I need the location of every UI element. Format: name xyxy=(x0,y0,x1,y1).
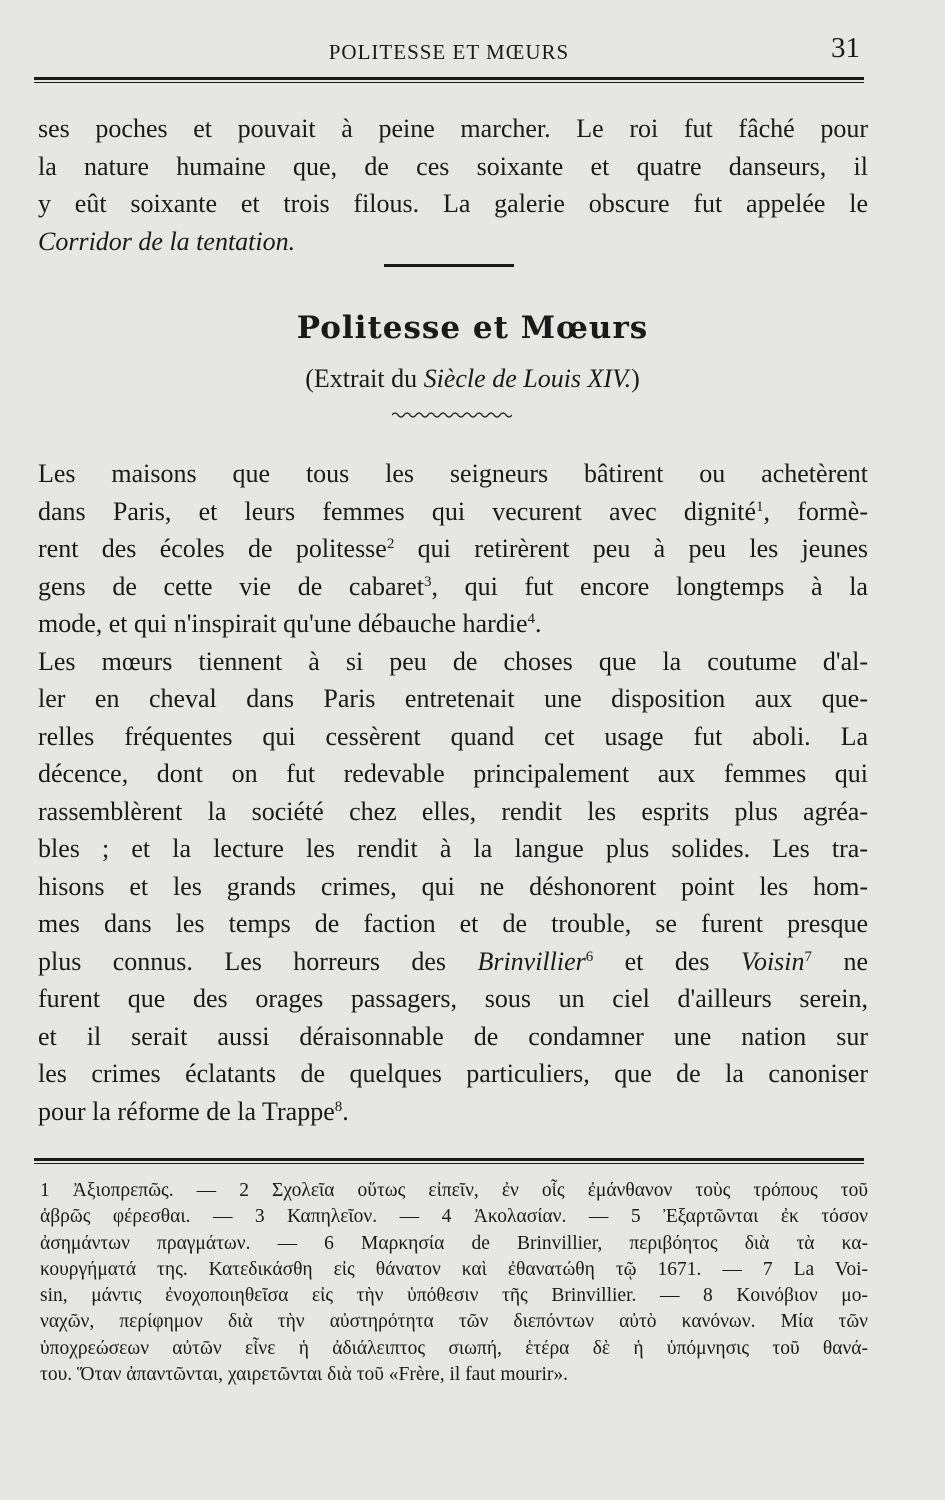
text-line xyxy=(38,718,868,756)
footnote-ref: 1 xyxy=(756,498,764,515)
text-line xyxy=(40,1362,868,1388)
text-segment: rent des écoles de politesse xyxy=(38,534,387,563)
text-segment: Les mœurs tiennent à si peu de choses que la coutume d'al- xyxy=(38,646,868,676)
text-segment: gens de cette vie de cabaret xyxy=(38,571,424,601)
subtitle-close: ) xyxy=(631,364,640,393)
text-line xyxy=(40,1257,868,1283)
text-segment: κουργήματά της. Κατεδικάσθη εἰς θάνατον καὶ ἐθανατώθη τῷ 1671. — 7 La Voi- xyxy=(40,1258,868,1280)
text-segment: hisons et les grands crimes, qui ne déshonorent point les hom- xyxy=(38,871,868,901)
text-segment: bles ; et la lecture les rendit à la langue plus solides. Les tra- xyxy=(38,834,868,863)
text-line xyxy=(38,223,868,261)
text-segment: . xyxy=(342,1096,349,1126)
text-line xyxy=(38,980,868,1018)
text-line xyxy=(38,185,868,223)
text-segment: ἀσημάντων πραγμάτων. — 6 Μαρκησία de Brinvillier, περιβόητος διὰ τὰ κα- xyxy=(40,1232,868,1254)
footnote-ref: 8 xyxy=(334,1098,343,1115)
italic-text: Voisin xyxy=(740,946,805,976)
text-segment: furent que des orages passagers, sous un ciel d'ailleurs serein, xyxy=(38,984,868,1013)
footnotes xyxy=(40,1178,868,1388)
text-segment: του. Ὅταν ἀπαντῶνται, χαιρετῶνται διὰ τοῦ «Frère, il faut mourir». xyxy=(40,1364,569,1386)
text-segment: mes dans les temps de faction et de trouble, se furent presque xyxy=(38,909,868,938)
text-segment: , qui fut encore longtemps à la xyxy=(431,571,868,601)
text-line xyxy=(38,755,868,793)
text-segment: ne xyxy=(812,946,868,976)
text-line xyxy=(38,905,868,943)
section-title: Politesse et Mœurs xyxy=(296,310,649,346)
header-rule-thin xyxy=(34,82,864,83)
text-segment: 1 Ἀξιοπρεπῶς. — 2 Σχολεῖα οὕτως εἰπεῖν, ἐν οἷς ἐμάνθανον τοὺς τρόπους τοῦ xyxy=(40,1180,868,1201)
text-line xyxy=(40,1283,868,1309)
text-line xyxy=(40,1309,868,1335)
footnote-ref: 6 xyxy=(585,948,594,965)
text-segment: mode, et qui n'inspirait qu'une débauche hardie xyxy=(38,609,528,638)
text-segment: et il serait aussi déraisonnable de condamner une nation sur xyxy=(38,1021,868,1051)
italic-text: Corridor de la tentation. xyxy=(38,226,296,256)
section-subtitle xyxy=(0,364,945,394)
text-segment: plus connus. Les horreurs des xyxy=(38,946,478,976)
text-segment: . xyxy=(535,609,542,638)
text-line xyxy=(38,868,868,906)
footnote-rule xyxy=(34,1158,864,1161)
text-line xyxy=(38,943,868,981)
subtitle-work-title: Siècle de Louis XIV. xyxy=(423,364,632,393)
text-segment: relles fréquentes qui cessèrent quand cet usage fut aboli. La xyxy=(38,721,868,751)
text-segment: et des xyxy=(593,946,741,976)
footnote-ref: 2 xyxy=(386,536,395,552)
text-segment: décence, dont on fut redevable principalement aux femmes qui xyxy=(38,759,868,788)
text-line xyxy=(40,1204,868,1230)
text-segment: rassemblèrent la société chez elles, rendit les esprits plus agréa- xyxy=(38,796,868,826)
text-line xyxy=(40,1336,868,1362)
text-segment: qui retirèrent peu à peu les jeunes xyxy=(394,534,868,563)
footnote-rule-thin xyxy=(34,1163,864,1164)
subtitle-text: (Extrait du xyxy=(305,364,424,393)
text-segment: ses poches et pouvait à peine marcher. Le roi fut fâché pour xyxy=(38,114,868,143)
text-line xyxy=(38,680,868,718)
text-line xyxy=(38,530,868,568)
running-title: POLITESSE ET MŒURS xyxy=(328,40,570,64)
text-segment: ler en cheval dans Paris entretenait une disposition aux que- xyxy=(38,684,868,713)
text-line xyxy=(40,1178,868,1204)
text-line xyxy=(38,110,868,148)
text-segment: les crimes éclatants de quelques particuliers, que de la canoniser xyxy=(38,1059,868,1088)
text-line xyxy=(38,793,868,831)
text-segment: Les maisons que tous les seigneurs bâtirent ou achetèrent xyxy=(38,459,868,488)
text-segment: ἁβρῶς φέρεσθαι. — 3 Καπηλεῖον. — 4 Ἀκολασίαν. — 5 Ἐξαρτῶνται ἐκ τόσον xyxy=(40,1206,868,1228)
text-segment: dans Paris, et leurs femmes qui vecurent avec dignité xyxy=(38,496,757,526)
body-text xyxy=(38,455,868,1130)
text-line xyxy=(40,1231,868,1257)
text-line xyxy=(38,605,868,643)
header-rule xyxy=(34,77,864,80)
text-segment: pour la réforme de la Trappe xyxy=(38,1096,335,1126)
text-segment: , formè- xyxy=(763,496,868,526)
text-line xyxy=(38,455,868,493)
footnote-ref: 3 xyxy=(423,573,432,590)
text-line xyxy=(38,493,868,531)
text-line xyxy=(38,148,868,186)
section-separator xyxy=(384,264,514,267)
page-number: 31 xyxy=(831,32,860,64)
text-line xyxy=(38,1055,868,1093)
paragraph-continued xyxy=(38,110,868,260)
footnote-ref: 7 xyxy=(804,948,813,965)
running-header xyxy=(34,32,864,72)
text-segment: sin, μάντις ἐνοχοποιηθεῖσα εἰς τὴν ὑπόθεσιν τῆς Brinvillier. — 8 Κοινόβιον μο- xyxy=(40,1285,868,1307)
text-line xyxy=(38,830,868,868)
italic-text: Brinvillier xyxy=(477,946,586,976)
text-line xyxy=(38,568,868,606)
wavy-ornament xyxy=(392,410,512,420)
text-line xyxy=(38,1093,868,1131)
text-line xyxy=(38,1018,868,1056)
text-segment: ὑποχρεώσεων αὐτῶν εἶνε ἡ ἀδιάλειπτος σιωπή, ἑτέρα δὲ ἡ ὑπόμνησις τοῦ θανά- xyxy=(40,1337,868,1359)
footnote-ref: 4 xyxy=(527,611,535,627)
text-segment: la nature humaine que, de ces soixante et quatre danseurs, il xyxy=(38,151,868,181)
text-line xyxy=(38,643,868,681)
text-segment: y eût soixante et trois filous. La galerie obscure fut appelée le xyxy=(38,189,868,218)
text-segment: ναχῶν, περίφημον διὰ τὴν αὐστηρότητα τῶν διεπόντων αὐτὸ κανόνων. Μία τῶν xyxy=(40,1311,868,1333)
